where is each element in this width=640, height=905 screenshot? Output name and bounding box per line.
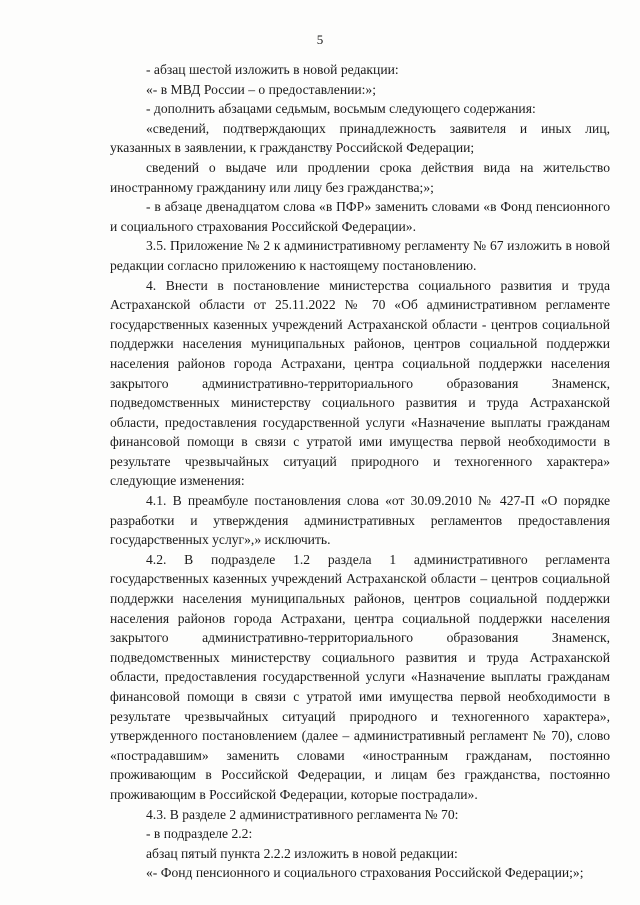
paragraph: - дополнить абзацами седьмым, восьмым следующего содержания: bbox=[146, 101, 536, 117]
paragraph: 3.5. Приложение № 2 к административному регламенту № 67 изложить в новой редакции согласно приложению к настоящему постановлению. bbox=[110, 238, 610, 273]
paragraph: 4.2. В подразделе 1.2 раздела 1 административного регламента государственных казенных учреждений Астраханской области – центров социальной поддержки населения муниципальных районов, центров социальной поддержки населения районов города Астрахани, центра социальной поддержки населения закрытого административно-территориального образования Знаменск, подведомственных министерству социального развития и труда Астраханской области, предоставления государственной услуги «Назначение выплаты гражданам финансовой помощи в связи с утратой ими имущества первой необходимости в результате чрезвычайных ситуаций природного и техногенного характера», утвержденного постановлением (далее – административный регламент № 70), слово «пострадавшим» заменить словами «иностранным гражданам, постоянно проживающим в Российской Федерации, и лицам без гражданства, постоянно проживающим в Российской Федерации, которые пострадали». bbox=[110, 551, 610, 802]
paragraph: 4.3. В разделе 2 административного регламента № 70: bbox=[146, 806, 459, 822]
document-body bbox=[110, 60, 610, 883]
paragraph: «сведений, подтверждающих принадлежность заявителя и иных лиц, указанных в заявлении, к гражданству Российской Федерации; bbox=[110, 120, 610, 156]
paragraph: - в абзаце двенадцатом слова «в ПФР» заменить словами «в Фонд пенсионного и социального страхования Российской Федерации». bbox=[110, 199, 610, 234]
paragraph: сведений о выдаче или продлении срока действия вида на жительство иностранному гражданину или лицу без гражданства;»; bbox=[110, 159, 610, 195]
paragraph: - абзац шестой изложить в новой редакции: bbox=[146, 62, 399, 77]
paragraph: 4. Внести в постановление министерства социального развития и труда Астраханской области от 25.11.2022 № 70 «Об административном регламенте государственных казенных учреждений Астраханской области - центров социальной поддержки населения муниципальных районов, центров социальной поддержки населения районов города Астрахани, центра социальной поддержки населения закрытого административно-территориального образования Знаменск, подведомственных министерству социального развития и труда Астраханской области, предоставления государственной услуги «Назначение выплаты гражданам финансовой помощи в связи с утратой ими имущества первой необходимости в результате чрезвычайных ситуаций природного и техногенного характера» следующие изменения: bbox=[110, 277, 610, 489]
paragraph: 4.1. В преамбуле постановления слова «от 30.09.2010 № 427-П «О порядке разработки и утверждения административных регламентов предоставления государственных услуг»,» исключить. bbox=[110, 493, 610, 548]
paragraph: «- Фонд пенсионного и социального страхования Российской Федерации;»; bbox=[146, 865, 584, 881]
paragraph: абзац пятый пункта 2.2.2 изложить в новой редакции: bbox=[146, 845, 458, 861]
page-number: 5 bbox=[316, 32, 324, 47]
paragraph: «- в МВД России – о предоставлении:»; bbox=[146, 81, 376, 97]
paragraph: - в подразделе 2.2: bbox=[146, 826, 253, 842]
